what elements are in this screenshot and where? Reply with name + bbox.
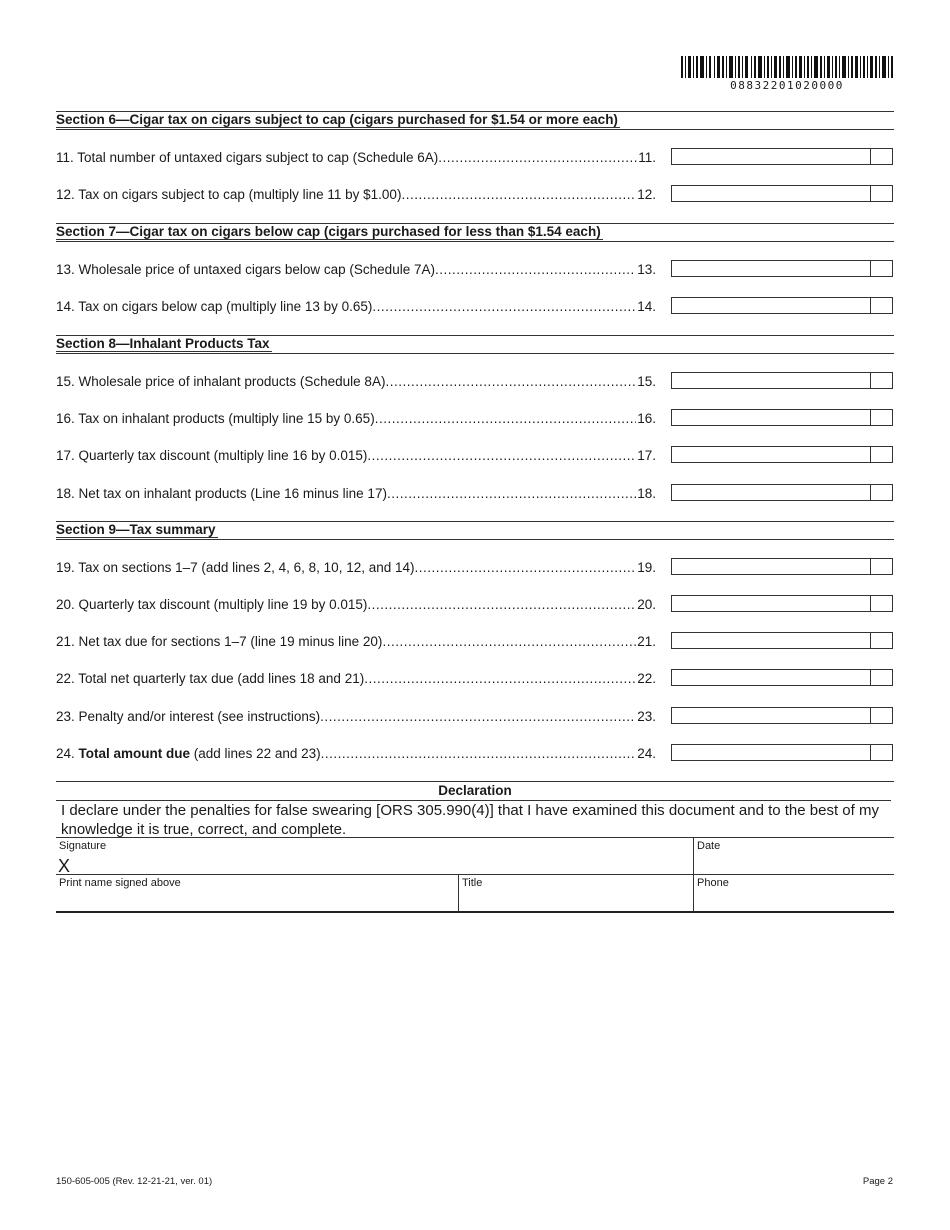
section-7-header: [56, 223, 894, 242]
line-20-cents-field[interactable]: [870, 596, 892, 611]
line-20: 20. Quarterly tax discount (multiply line 19 by 0.015) ..... 20.: [56, 597, 656, 613]
signature-mark: X: [58, 856, 71, 876]
section-8-header: [56, 335, 894, 354]
line-12-amount-field[interactable]: [671, 185, 893, 202]
date-field[interactable]: [693, 837, 894, 875]
line-24-cents-field[interactable]: [870, 745, 892, 760]
line-21-cents-field[interactable]: [870, 633, 892, 648]
line-18-cents-field[interactable]: [870, 485, 892, 500]
line-17: 17. Quarterly tax discount (multiply line 16 by 0.015) ..... 17.: [56, 448, 656, 464]
line-21-amount-field[interactable]: [671, 632, 893, 649]
line-15: 15. Wholesale price of inhalant products (Schedule 8A) ..... 15.: [56, 374, 656, 390]
line-14-amount-field[interactable]: [671, 297, 893, 314]
signature-field[interactable]: [56, 837, 694, 875]
line-19-amount-field[interactable]: [671, 558, 893, 575]
signature-grid: [56, 837, 894, 913]
line-12: 12. Tax on cigars subject to cap (multiply line 11 by $1.00) ..... 12.: [56, 187, 656, 203]
phone-label: Phone: [697, 877, 729, 889]
line-12-cents-field[interactable]: [870, 186, 892, 201]
title-label: Title: [462, 877, 483, 889]
line-21: 21. Net tax due for sections 1–7 (line 19 minus line 20) ..... 21.: [56, 634, 656, 650]
date-label: Date: [697, 840, 721, 852]
section-6-header: [56, 111, 894, 130]
line-11: 11. Total number of untaxed cigars subject to cap (Schedule 6A) ..... 11.: [56, 150, 656, 166]
line-11-amount-field[interactable]: [671, 148, 893, 165]
line-18-amount-field[interactable]: [671, 484, 893, 501]
section-7-title: Section 7—Cigar tax on cigars below cap (cigars purchased for less than $1.54 each): [56, 224, 601, 239]
barcode-number: 08832201020000: [730, 79, 844, 92]
declaration-divider: [56, 781, 894, 782]
declaration-text: I declare under the penalties for false swearing [ORS 305.990(4)] that I have examined this document and to the best of my knowledge it is true, correct, and complete.: [56, 800, 891, 839]
total-amount-due-label: Total amount due: [78, 746, 191, 761]
line-15-amount-field[interactable]: [671, 372, 893, 389]
line-19: 19. Tax on sections 1–7 (add lines 2, 4, 6, 8, 10, 12, and 14) ..... 19.: [56, 560, 656, 576]
barcode: [681, 56, 893, 78]
section-8-title: Section 8—Inhalant Products Tax: [56, 336, 270, 351]
line-22-amount-field[interactable]: [671, 669, 893, 686]
form-id: 150-605-005 (Rev. 12-21-21, ver. 01): [56, 1176, 213, 1187]
line-18: 18. Net tax on inhalant products (Line 16 minus line 17) ..... 18.: [56, 486, 656, 502]
line-17-cents-field[interactable]: [870, 447, 892, 462]
line-23: 23. Penalty and/or interest (see instructions) ..... 23.: [56, 709, 656, 725]
section-9-header: [56, 521, 894, 540]
line-16-amount-field[interactable]: [671, 409, 893, 426]
line-11-cents-field[interactable]: [870, 149, 892, 164]
print-name-field[interactable]: [56, 874, 459, 913]
line-17-amount-field[interactable]: [671, 446, 893, 463]
line-23-amount-field[interactable]: [671, 707, 893, 724]
line-14-cents-field[interactable]: [870, 298, 892, 313]
line-24: 24. Total amount due (add lines 22 and 23) ..... 24.: [56, 746, 656, 762]
signature-label: Signature: [59, 840, 107, 852]
line-19-cents-field[interactable]: [870, 559, 892, 574]
line-13-amount-field[interactable]: [671, 260, 893, 277]
line-24-amount-field[interactable]: [671, 744, 893, 761]
line-20-amount-field[interactable]: [671, 595, 893, 612]
title-field[interactable]: [458, 874, 694, 913]
line-22-cents-field[interactable]: [870, 670, 892, 685]
line-13-cents-field[interactable]: [870, 261, 892, 276]
line-16: 16. Tax on inhalant products (multiply line 15 by 0.65) ..... 16.: [56, 411, 656, 427]
section-9-title: Section 9—Tax summary: [56, 522, 216, 537]
line-23-cents-field[interactable]: [870, 708, 892, 723]
print-name-label: Print name signed above: [59, 877, 181, 889]
phone-field[interactable]: [693, 874, 894, 913]
page-number: Page 2: [862, 1176, 893, 1187]
line-22: 22. Total net quarterly tax due (add lines 18 and 21) ..... 22.: [56, 671, 656, 687]
line-15-cents-field[interactable]: [870, 373, 892, 388]
line-13: 13. Wholesale price of untaxed cigars below cap (Schedule 7A) ..... 13.: [56, 262, 656, 278]
section-6-title: Section 6—Cigar tax on cigars subject to cap (cigars purchased for $1.54 or more each): [56, 112, 618, 127]
declaration-title: Declaration: [438, 783, 512, 798]
line-14: 14. Tax on cigars below cap (multiply line 13 by 0.65) ..... 14.: [56, 299, 656, 315]
line-16-cents-field[interactable]: [870, 410, 892, 425]
